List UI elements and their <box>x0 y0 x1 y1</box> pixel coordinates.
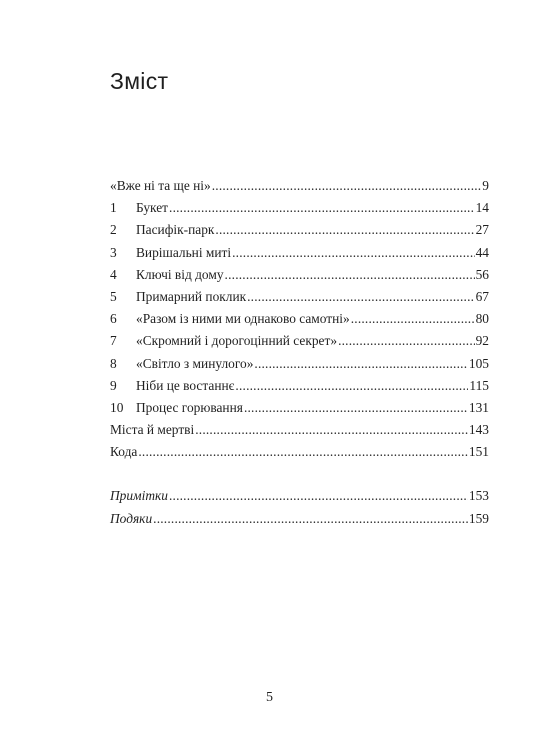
toc-entry-page: 27 <box>475 222 489 238</box>
toc-entry <box>110 175 489 197</box>
toc-leader-dots <box>244 397 468 419</box>
toc-entry <box>110 264 489 286</box>
toc-entry-page: 67 <box>475 288 489 304</box>
toc-leader-dots <box>247 286 474 308</box>
toc-entry-label: «Разом із ними ми однаково самотні» <box>136 311 350 327</box>
toc-entry <box>110 308 489 330</box>
toc-entry-page: 56 <box>475 266 489 282</box>
toc-entry-number: 8 <box>110 355 117 371</box>
toc-entry <box>110 508 489 530</box>
toc-entry <box>110 286 489 308</box>
toc-entry-number: 9 <box>110 377 117 393</box>
toc-entry-label: «Скромний і дорогоцінний секрет» <box>136 333 338 349</box>
toc-leader-dots <box>195 419 468 441</box>
toc-entry <box>110 219 489 241</box>
toc-entry-page: 80 <box>475 311 489 327</box>
toc-entry-label: Процес горювання <box>136 399 243 415</box>
toc-entry-label: Кода <box>110 444 138 460</box>
page-title: Зміст <box>110 68 169 94</box>
toc-back-matter-list <box>110 485 489 529</box>
toc-leader-dots <box>169 197 475 219</box>
toc-entry-page: 14 <box>475 200 489 216</box>
page-number: 5 <box>266 690 273 705</box>
toc-entry <box>110 397 489 419</box>
toc-entry-page: 131 <box>468 399 489 415</box>
toc-entry-page: 151 <box>468 444 489 460</box>
toc-leader-dots <box>235 375 468 397</box>
toc-leader-dots <box>338 330 475 352</box>
toc-entry <box>110 242 489 264</box>
toc-entry-page: 159 <box>468 510 489 526</box>
toc-entry-page: 92 <box>475 333 489 349</box>
toc-entry-page: 115 <box>469 377 489 393</box>
toc-leader-dots <box>254 353 468 375</box>
toc-leader-dots <box>212 175 482 197</box>
toc-entry-number: 4 <box>110 266 117 282</box>
toc-entry-label: Пасифік-парк <box>136 222 215 238</box>
toc-entry-page: 9 <box>482 178 489 193</box>
toc-entry-label: Вирішальні миті <box>136 244 232 260</box>
toc-entry-page: 44 <box>475 244 489 260</box>
toc-entry-label: Ніби це востаннє <box>136 377 235 393</box>
toc-entry-page: 143 <box>468 422 489 438</box>
toc-entry-page: 105 <box>468 355 489 371</box>
toc-entry-label: Подяки <box>110 510 153 526</box>
toc-entry-number: 7 <box>110 333 117 349</box>
toc-entry <box>110 419 489 441</box>
toc-entry-label: Ключі від дому <box>136 266 224 282</box>
toc-entry-label: Міста й мертві <box>110 422 195 438</box>
toc-entry-label: «Світло з минулого» <box>136 355 254 371</box>
toc-leader-dots <box>232 242 474 264</box>
toc-main-list <box>110 175 489 463</box>
toc-leader-dots <box>225 264 475 286</box>
toc-entry-number: 10 <box>110 399 124 415</box>
toc-entry-label: Букет <box>136 200 169 216</box>
toc-entry <box>110 330 489 352</box>
toc-entry <box>110 485 489 507</box>
toc-entry-number: 5 <box>110 288 117 304</box>
toc-entry-number: 6 <box>110 311 117 327</box>
toc-entry <box>110 375 489 397</box>
toc-entry-number: 2 <box>110 222 117 238</box>
toc-entry-number: 1 <box>110 200 117 216</box>
toc-entry <box>110 197 489 219</box>
toc-section-gap <box>110 463 489 485</box>
toc-leader-dots <box>138 441 468 463</box>
toc-entry <box>110 353 489 375</box>
toc-leader-dots <box>153 508 468 530</box>
toc-entry <box>110 441 489 463</box>
toc-entry-label: Примітки <box>110 488 168 504</box>
toc-leader-dots <box>169 485 468 507</box>
table-of-contents <box>110 175 489 530</box>
toc-leader-dots <box>351 308 475 330</box>
toc-entry-page: 153 <box>468 488 489 504</box>
toc-entry-label: Примарний поклик <box>136 288 247 304</box>
toc-leader-dots <box>215 219 474 241</box>
toc-entry-number: 3 <box>110 244 117 260</box>
toc-entry-label: «Вже ні та ще ні» <box>110 178 211 193</box>
